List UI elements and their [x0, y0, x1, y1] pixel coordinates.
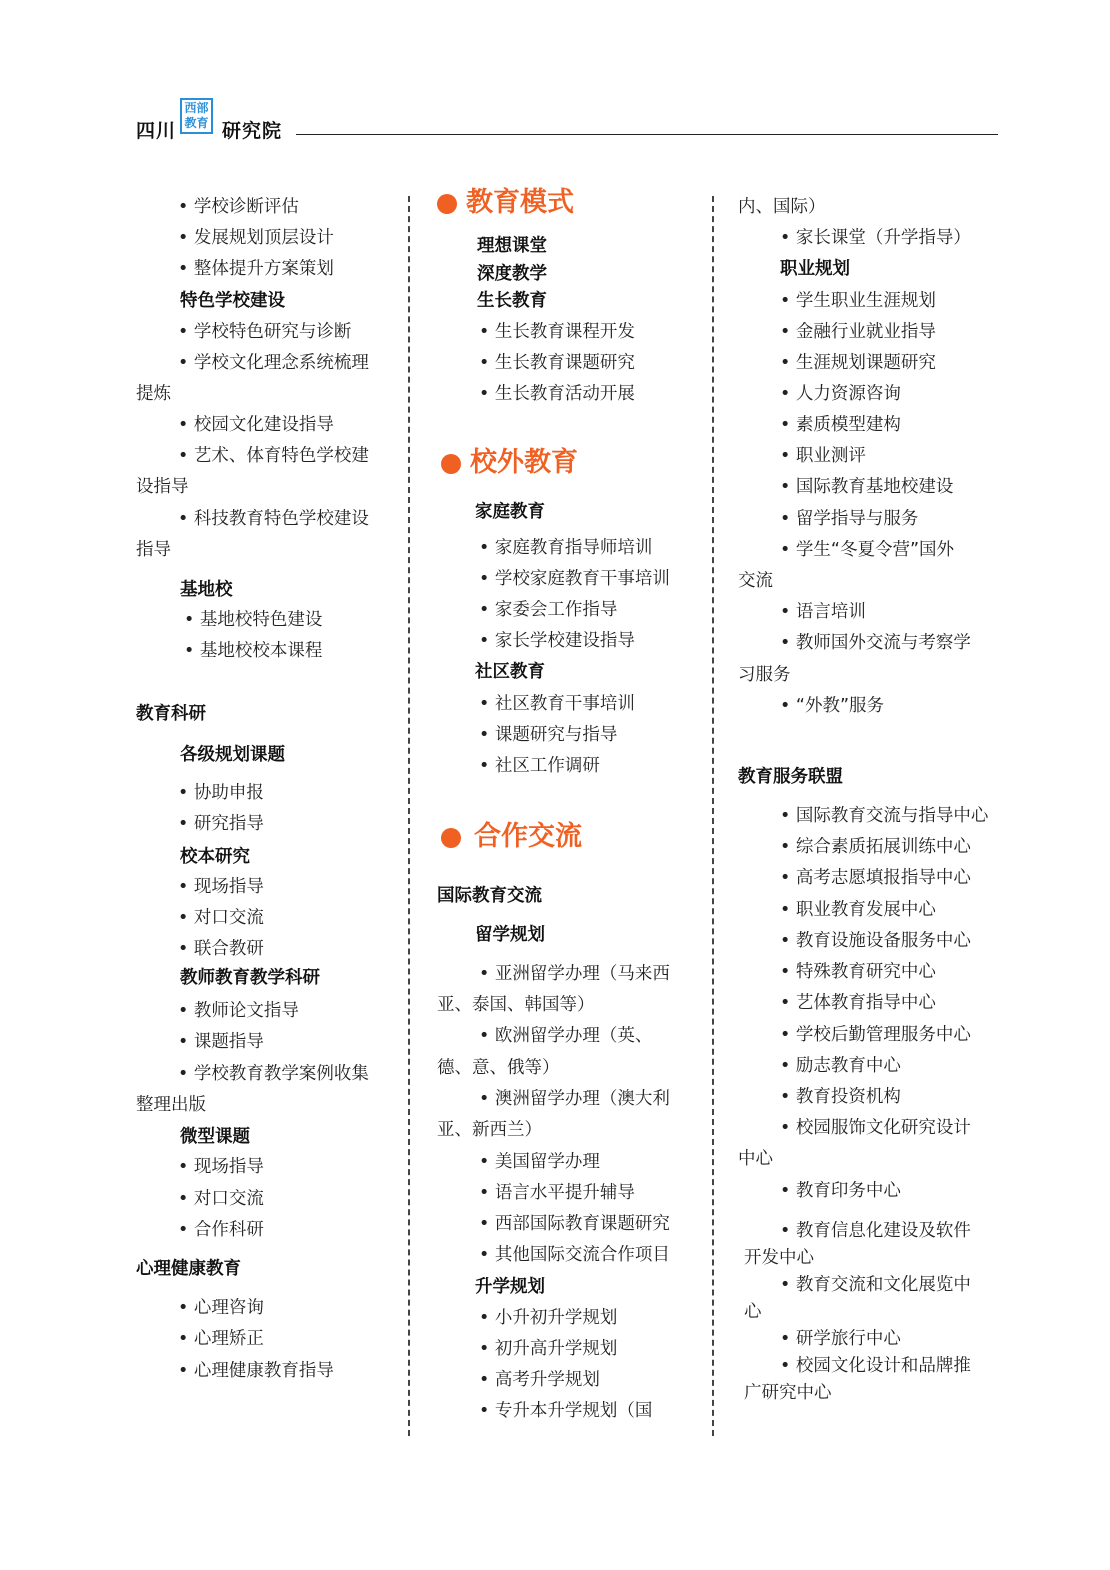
list-item: • 生涯规划课题研究 — [780, 353, 936, 373]
list-item: • 家长学校建设指导 — [479, 631, 635, 651]
section-bullet-icon — [437, 194, 457, 214]
list-item-continuation: 中心 — [738, 1149, 773, 1169]
list-item: • 欧洲留学办理（英、 — [479, 1026, 653, 1046]
list-item-continuation: 交流 — [738, 571, 773, 591]
list-item: • 生长教育活动开展 — [479, 384, 635, 404]
list-item: • 澳洲留学办理（澳大利 — [479, 1089, 670, 1109]
section-heading: 心理健康教育 — [136, 1259, 241, 1279]
section-title-education-mode: 教育模式 — [466, 187, 574, 218]
subheading: 微型课题 — [180, 1127, 250, 1147]
section-bullet-icon — [441, 828, 461, 848]
list-item: • 教育印务中心 — [780, 1181, 901, 1201]
list-item: • 对口交流 — [178, 908, 264, 928]
section-title-cooperation: 合作交流 — [474, 821, 582, 852]
section-bullet-icon — [441, 454, 461, 474]
list-item: • 家长课堂（升学指导） — [780, 228, 971, 248]
subheading: 职业规划 — [780, 259, 850, 279]
list-item-continuation: 习服务 — [738, 665, 791, 685]
list-item: • 教师国外交流与考察学 — [780, 633, 971, 653]
list-item: • 社区工作调研 — [479, 756, 600, 776]
list-item: • 科技教育特色学校建设 — [178, 509, 369, 529]
list-item: • 西部国际教育课题研究 — [479, 1214, 670, 1234]
list-item: • 学校诊断评估 — [178, 197, 299, 217]
list-item-continuation: 亚、新西兰） — [437, 1120, 542, 1140]
subheading: 教师教育教学科研 — [180, 968, 320, 988]
list-item: • 励志教育中心 — [780, 1056, 901, 1076]
list-item: • 生长教育课题研究 — [479, 353, 635, 373]
logo — [180, 98, 213, 134]
list-item: • 国际教育基地校建设 — [780, 477, 954, 497]
list-item: • 语言培训 — [780, 602, 866, 622]
logo-line-2: 教育 — [184, 116, 209, 130]
list-item: • 艺体教育指导中心 — [780, 993, 936, 1013]
list-item-continuation: 心 — [744, 1302, 762, 1322]
list-item: • 高考志愿填报指导中心 — [780, 868, 971, 888]
section-heading: 国际教育交流 — [437, 886, 542, 906]
list-item: • 校园文化设计和品牌推 — [780, 1356, 971, 1376]
header-rule — [296, 134, 998, 135]
column-divider-1 — [408, 196, 410, 1436]
list-item: • 素质模型建构 — [780, 415, 901, 435]
list-item: • 校园文化建设指导 — [178, 415, 334, 435]
list-item: • 合作科研 — [178, 1220, 264, 1240]
list-item: • 教育投资机构 — [780, 1087, 901, 1107]
list-item-continuation: 开发中心 — [744, 1248, 814, 1268]
subheading: 社区教育 — [475, 662, 545, 682]
subheading: 生长教育 — [477, 291, 547, 311]
list-item: • 协助申报 — [178, 783, 264, 803]
list-item: • 教师论文指导 — [178, 1001, 299, 1021]
list-item: • 美国留学办理 — [479, 1152, 600, 1172]
list-item: • 初升高升学规划 — [479, 1339, 618, 1359]
section-heading: 教育服务联盟 — [738, 767, 843, 787]
list-item: • 艺术、体育特色学校建 — [178, 446, 369, 466]
column-divider-2 — [712, 196, 714, 1436]
list-item: • 研学旅行中心 — [780, 1329, 901, 1349]
list-item: • 留学指导与服务 — [780, 509, 919, 529]
list-item: • 金融行业就业指导 — [780, 322, 936, 342]
subheading: 特色学校建设 — [180, 291, 285, 311]
list-item: • 人力资源咨询 — [780, 384, 901, 404]
subheading: 深度教学 — [477, 264, 547, 284]
list-item: • 基地校特色建设 — [184, 610, 323, 630]
list-item-continuation: 指导 — [136, 540, 171, 560]
list-item: • 其他国际交流合作项目 — [479, 1245, 670, 1265]
list-item: • 生长教育课程开发 — [479, 322, 635, 342]
list-item: • 职业教育发展中心 — [780, 900, 936, 920]
list-item: • 整体提升方案策划 — [178, 259, 334, 279]
list-item: • 学校家庭教育干事培训 — [479, 569, 670, 589]
list-item: • “外教”服务 — [780, 696, 885, 716]
subheading: 理想课堂 — [477, 236, 547, 256]
list-item: • 职业测评 — [780, 446, 866, 466]
list-item: • 学生职业生涯规划 — [780, 291, 936, 311]
list-item: • 现场指导 — [178, 1157, 264, 1177]
list-item-continuation: 整理出版 — [136, 1095, 206, 1115]
list-item: • 教育信息化建设及软件 — [780, 1221, 971, 1241]
subheading: 各级规划课题 — [180, 745, 285, 765]
subheading: 校本研究 — [180, 847, 250, 867]
list-item: • 语言水平提升辅导 — [479, 1183, 635, 1203]
subheading: 家庭教育 — [475, 502, 545, 522]
list-item: • 社区教育干事培训 — [479, 694, 635, 714]
list-item: • 高考升学规划 — [479, 1370, 600, 1390]
list-item: • 学校文化理念系统梳理 — [178, 353, 369, 373]
list-item-continuation: 设指导 — [136, 477, 189, 497]
list-item: • 校园服饰文化研究设计 — [780, 1118, 971, 1138]
list-item: • 学校教育教学案例收集 — [178, 1064, 369, 1084]
list-item: • 课题研究与指导 — [479, 725, 618, 745]
list-item: • 研究指导 — [178, 814, 264, 834]
subheading: 基地校 — [180, 580, 233, 600]
list-item: • 专升本升学规划（国 — [479, 1401, 653, 1421]
list-item: • 心理咨询 — [178, 1298, 264, 1318]
list-item-continuation: 亚、泰国、韩国等） — [437, 995, 595, 1015]
subheading: 升学规划 — [475, 1277, 545, 1297]
list-item: • 学校后勤管理服务中心 — [780, 1025, 971, 1045]
header-left-text: 四川 — [136, 120, 177, 142]
list-item: • 国际教育交流与指导中心 — [780, 806, 989, 826]
list-item-continuation: 德、意、俄等） — [437, 1058, 560, 1078]
list-item: • 现场指导 — [178, 877, 264, 897]
list-item: • 基地校校本课程 — [184, 641, 323, 661]
header-right-text: 研究院 — [222, 120, 283, 142]
list-item-continuation: 内、国际） — [738, 197, 826, 217]
list-item: • 小升初升学规划 — [479, 1308, 618, 1328]
subheading: 留学规划 — [475, 925, 545, 945]
list-item: • 家庭教育指导师培训 — [479, 538, 653, 558]
section-title-outside-education: 校外教育 — [470, 447, 578, 478]
list-item: • 心理健康教育指导 — [178, 1361, 334, 1381]
list-item: • 心理矫正 — [178, 1329, 264, 1349]
section-heading: 教育科研 — [136, 704, 206, 724]
list-item-continuation: 广研究中心 — [744, 1383, 832, 1403]
logo-line-1: 西部 — [184, 101, 209, 115]
list-item: • 联合教研 — [178, 939, 264, 959]
list-item: • 教育设施设备服务中心 — [780, 931, 971, 951]
list-item: • 对口交流 — [178, 1189, 264, 1209]
list-item: • 家委会工作指导 — [479, 600, 618, 620]
list-item: • 教育交流和文化展览中 — [780, 1275, 971, 1295]
list-item: • 特殊教育研究中心 — [780, 962, 936, 982]
list-item: • 亚洲留学办理（马来西 — [479, 964, 670, 984]
list-item: • 发展规划顶层设计 — [178, 228, 334, 248]
list-item: • 学生“冬夏令营”国外 — [780, 540, 955, 560]
list-item: • 课题指导 — [178, 1032, 264, 1052]
list-item: • 学校特色研究与诊断 — [178, 322, 352, 342]
list-item: • 综合素质拓展训练中心 — [780, 837, 971, 857]
list-item-continuation: 提炼 — [136, 384, 171, 404]
